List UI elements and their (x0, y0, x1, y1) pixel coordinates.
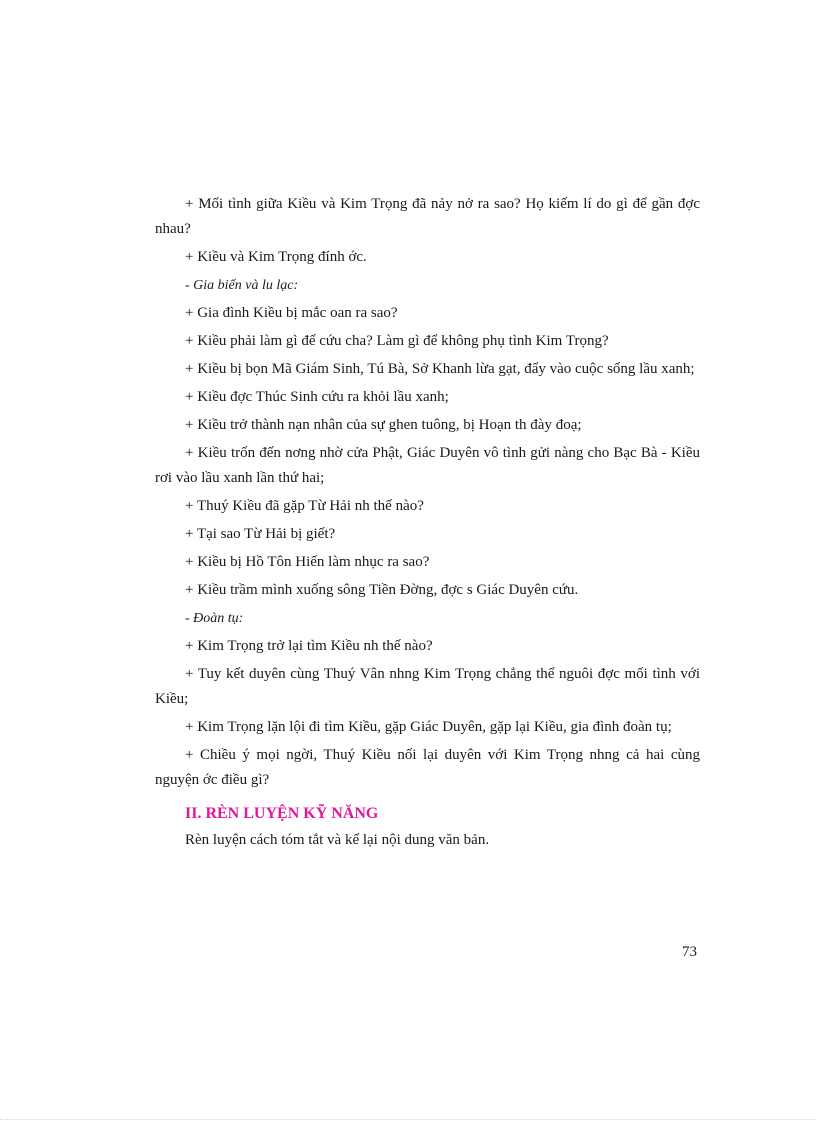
paragraph-8: + Kiều trở thành nạn nhân của sự ghen tuông, bị Hoạn th đày đoạ; (185, 417, 582, 433)
footer-divider (0, 1119, 816, 1120)
paragraph-2: + Kiều và Kim Trọng đính ớc. (185, 249, 367, 265)
section-text: Rèn luyện cách tóm tắt và kể lại nội dung văn bản. (185, 832, 490, 848)
paragraph-6: + Kiều bị bọn Mã Giám Sinh, Tú Bà, Sở Khanh lừa gạt, đẩy vào cuộc sống lầu xanh; (185, 361, 695, 377)
paragraph-10: + Thuý Kiều đã gặp Từ Hải nh thế nào? (185, 498, 424, 514)
paragraph-15: + Kim Trọng trở lại tìm Kiều nh thế nào? (185, 638, 433, 654)
paragraph-13: + Kiều trầm mình xuống sông Tiền Đờng, đợc s Giác Duyên cứu. (185, 582, 579, 598)
paragraph-17: + Kim Trọng lặn lội đi tìm Kiều, gặp Giác Duyên, gặp lại Kiều, gia đình đoàn tụ; (185, 719, 672, 735)
page-body (155, 192, 700, 856)
section-heading: II. RÈN LUYỆN KỸ NĂNG (185, 805, 379, 822)
paragraph-5: + Kiều phải làm gì để cứu cha? Làm gì để không phụ tình Kim Trọng? (185, 333, 609, 349)
paragraph-4: + Gia đình Kiều bị mắc oan ra sao? (185, 305, 398, 321)
subsection-label-doan-tu: - Đoàn tụ: (185, 611, 244, 626)
paragraph-7: + Kiều đợc Thúc Sinh cứu ra khỏi lầu xanh; (185, 389, 449, 405)
paragraph-11: + Tại sao Từ Hải bị giết? (185, 526, 336, 542)
paragraph-9: + Kiều trốn đến nơng nhờ cửa Phật, Giác Duyên vô tình gửi nàng cho Bạc Bà - Kiều rơi vào lầu xanh lần thứ hai; (155, 445, 700, 486)
subsection-label-gia-bien: - Gia biến và lu lạc: (185, 278, 299, 293)
paragraph-12: + Kiều bị Hồ Tôn Hiến làm nhục ra sao? (185, 554, 430, 570)
paragraph-1: + Mối tình giữa Kiều và Kim Trọng đã nảy nở ra sao? Họ kiếm lí do gì để gần đợc nhau? (155, 196, 700, 237)
page-number: 73 (682, 944, 697, 960)
paragraph-16: + Tuy kết duyên cùng Thuý Vân nhng Kim Trọng chẳng thể nguôi đợc mối tình với Kiều; (155, 666, 700, 707)
paragraph-18: + Chiều ý mọi ngời, Thuý Kiều nối lại duyên với Kim Trọng nhng cả hai cùng nguyện ớc điều gì? (155, 747, 700, 788)
